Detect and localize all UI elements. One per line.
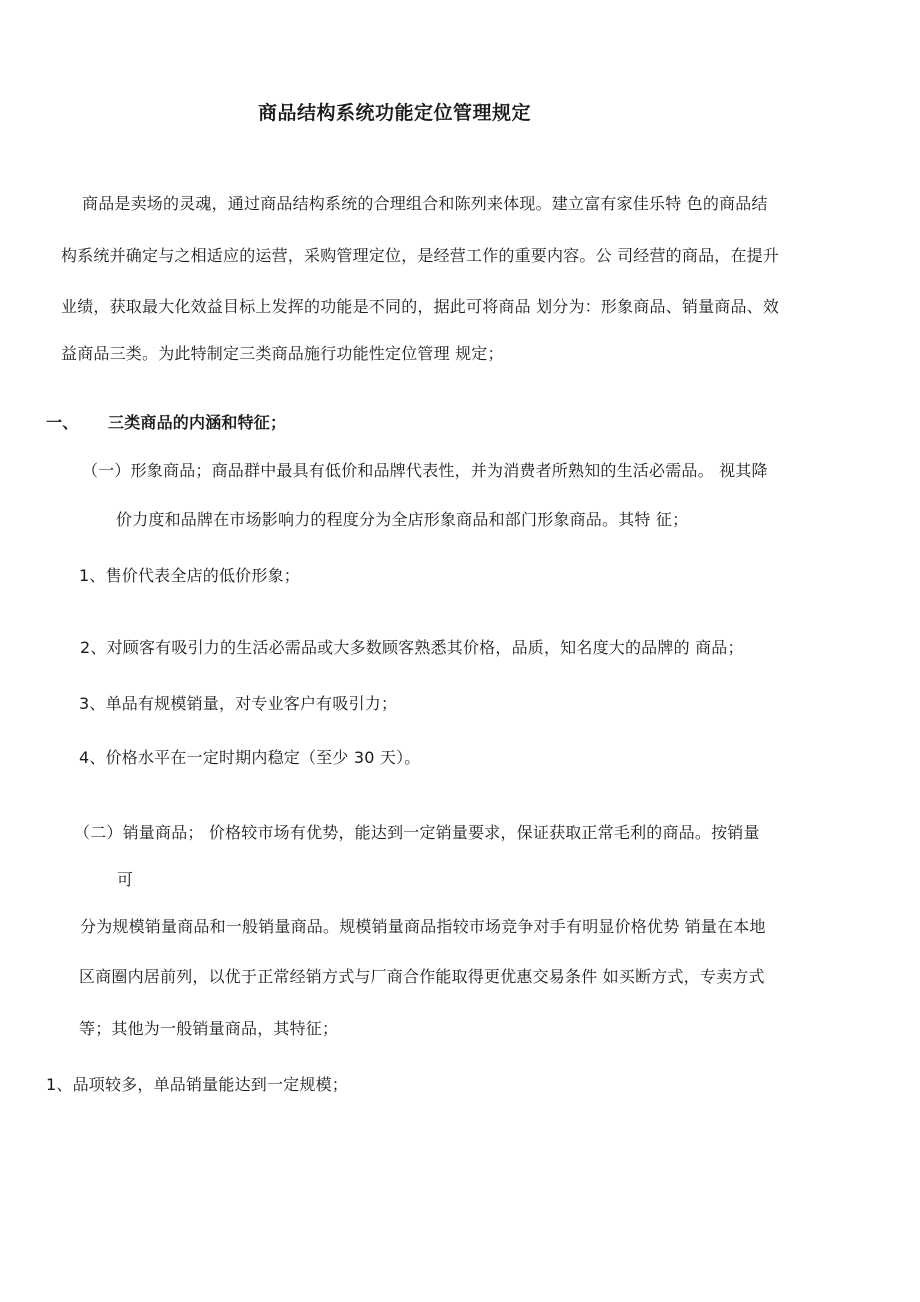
sub2-line-1: （二）销量商品； 价格较市场有优势，能达到一定销量要求，保证获取正常毛利的商品。按销量 xyxy=(74,823,760,842)
section-heading xyxy=(46,413,286,433)
sub1-item-4: 4、价格水平在一定时期内稳定（至少 30 天）。 xyxy=(79,748,421,767)
document-title: 商品结构系统功能定位管理规定 xyxy=(258,102,532,124)
sub2-line-4: 区商圈内居前列，以优于正常经销方式与厂商合作能取得更优惠交易条件 如买断方式，专卖方式 xyxy=(79,967,765,986)
intro-line-1: 商品是卖场的灵魂，通过商品结构系统的合理组合和陈列来体现。建立富有家佳乐特 色的商品结 xyxy=(82,194,768,213)
sub2-line-2: 可 xyxy=(117,870,134,889)
sub1-item-3: 3、单品有规模销量，对专业客户有吸引力； xyxy=(79,694,398,713)
sub1-line-2: 价力度和品牌在市场影响力的程度分为全店形象商品和部门形象商品。其特 征； xyxy=(116,510,689,529)
section-number: 一、 xyxy=(46,413,79,432)
intro-line-3: 业绩，获取最大化效益目标上发挥的功能是不同的，据此可将商品 划分为：形象商品、销量商品、效 xyxy=(61,297,780,316)
sub2-item-1: 1、品项较多，单品销量能达到一定规模； xyxy=(46,1075,348,1094)
sub1-item-2: 2、对顾客有吸引力的生活必需品或大多数顾客熟悉其价格，品质，知名度大的品牌的 商品； xyxy=(80,638,744,657)
sub1-item-1: 1、售价代表全店的低价形象； xyxy=(79,566,300,585)
sub2-line-3: 分为规模销量商品和一般销量商品。规模销量商品指较市场竞争对手有明显价格优势 销量在本地 xyxy=(80,917,766,936)
section-heading-text: 三类商品的内涵和特征； xyxy=(108,413,287,432)
intro-line-2: 构系统并确定与之相适应的运营，采购管理定位，是经营工作的重要内容。公 司经营的商品，在提升 xyxy=(61,246,780,265)
sub2-line-5: 等；其他为一般销量商品，其特征； xyxy=(79,1019,339,1038)
sub1-line-1: （一）形象商品；商品群中最具有低价和品牌代表性，并为消费者所熟知的生活必需品。 视其降 xyxy=(82,461,768,480)
intro-line-4: 益商品三类。为此特制定三类商品施行功能性定位管理 规定； xyxy=(61,344,504,363)
